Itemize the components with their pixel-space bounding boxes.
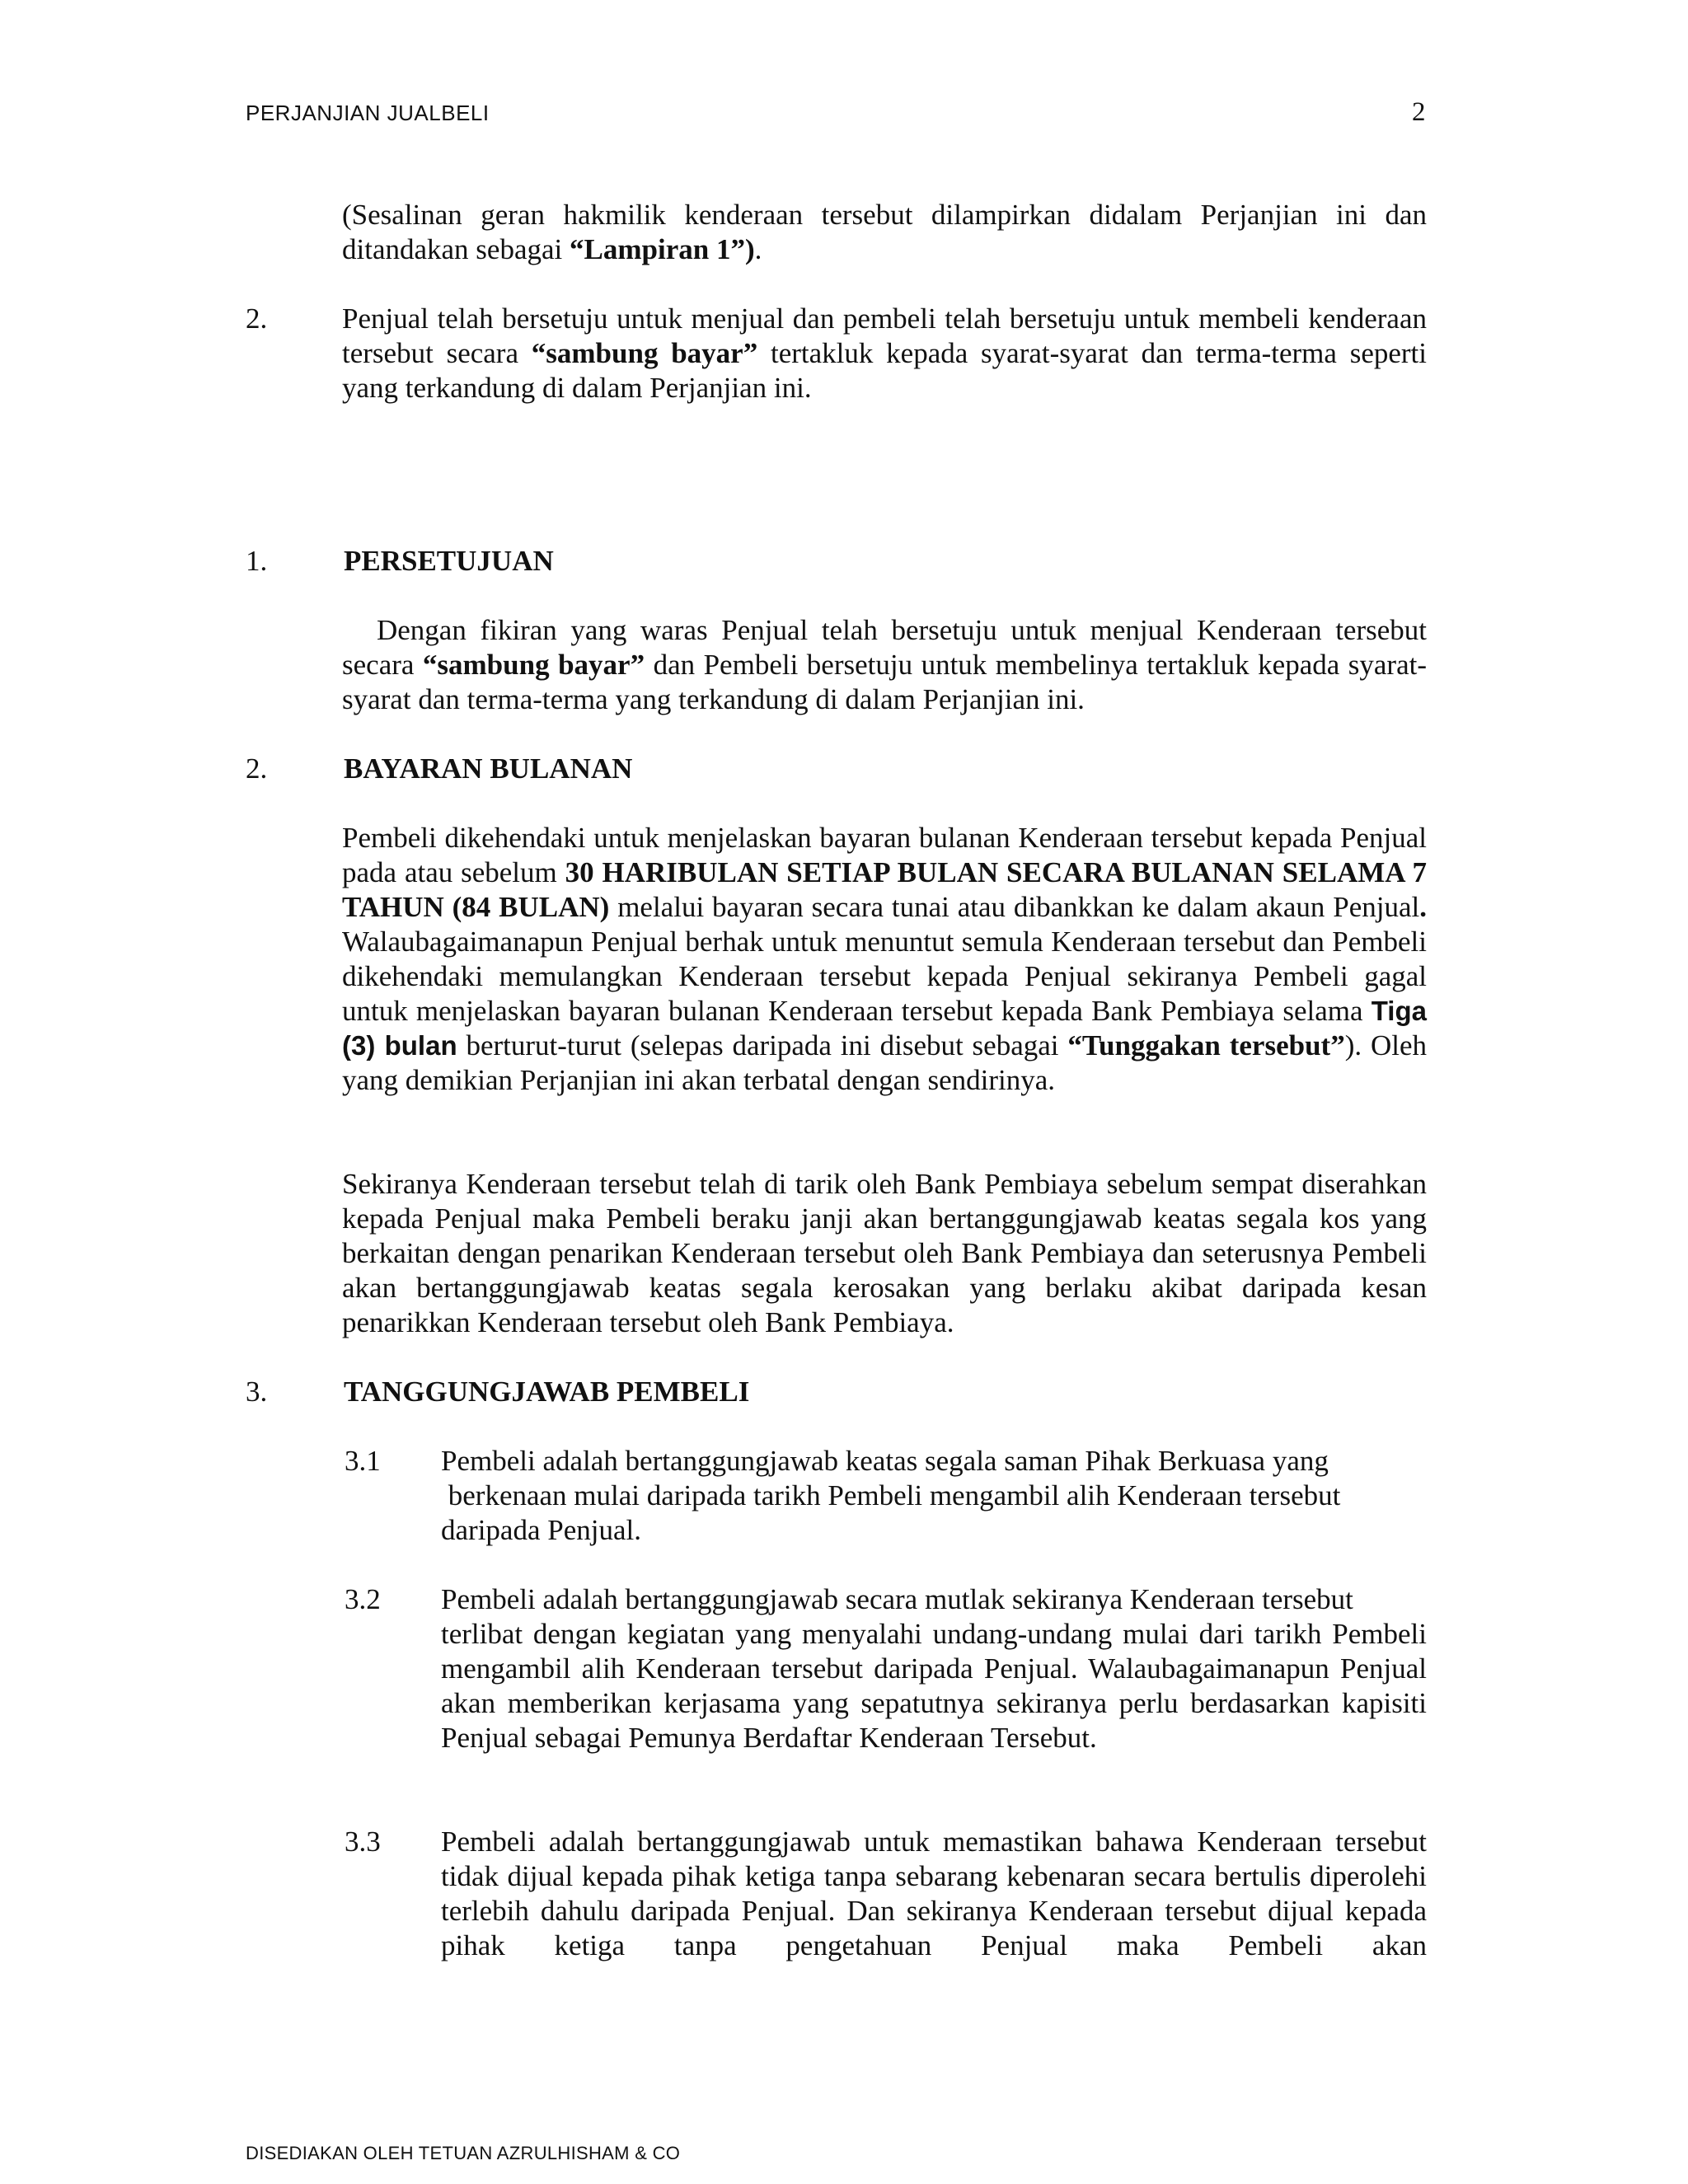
clause-3-2-text [441, 1582, 1427, 1755]
s2-three-months: Tiga (3) bulan [342, 996, 1427, 1061]
attachment-note-text: (Sesalinan geran hakmilik kenderaan tersebut dilampirkan didalam Perjanjian ini dan ditandakan sebagai [342, 199, 1427, 265]
attachment-note-label: “Lampiran 1”) [570, 233, 755, 265]
section-3-number: 3. [246, 1376, 268, 1408]
clause-3-2-number: 3.2 [345, 1583, 381, 1615]
section-1-text-b: dan Pembeli bersetuju untuk membelinya tertakluk kepada syarat-syarat dan terma-terma yang terkandung di dalam Perjanjian ini. [342, 649, 1427, 715]
clause-3-2-line-1: Pembeli adalah bertanggungjawab secara mutlak sekiranya Kenderaan tersebut [441, 1583, 1353, 1615]
s2-period: . [1419, 891, 1427, 923]
s2-text-c: melalui bayaran secara tunai atau dibankkan ke dalam akaun Penjual [609, 891, 1420, 923]
s2-text-e: Walaubagaimanapun Penjual berhak untuk menuntut semula Kenderaan tersebut dan Pembeli dikehendaki memulangkan Kenderaan tersebut kepada Penjual sekiranya Pembeli gagal untuk menjelaskan bayaran bulanan Kenderaan tersebut kepada Bank Pembiaya selama [342, 926, 1427, 1027]
clause-3-1-line-3: daripada Penjual. [441, 1514, 641, 1546]
section-2-title: BAYARAN BULANAN [344, 752, 633, 785]
intro-item-bold: “sambung bayar” [531, 337, 758, 369]
section-1-bold: “sambung bayar” [422, 649, 645, 681]
intro-item-text-b: tertakluk kepada syarat-syarat dan terma-terma seperti yang terkandung di dalam Perjanjian ini. [342, 337, 1427, 404]
section-3-title: TANGGUNGJAWAB PEMBELI [344, 1376, 750, 1408]
clause-3-1-line-2: berkenaan mulai daripada tarikh Pembeli mengambil alih Kenderaan tersebut [441, 1479, 1341, 1511]
s2-arrears-term: “Tunggakan tersebut” [1067, 1029, 1345, 1062]
document-footer: DISEDIAKAN OLEH TETUAN AZRULHISHAM & CO [246, 2143, 681, 2163]
intro-item-number: 2. [246, 302, 268, 335]
intro-item-text-a: Penjual telah bersetuju untuk menjual dan pembeli telah bersetuju untuk membeli kenderaan tersebut secara [342, 302, 1427, 369]
page-number: 2 [1412, 97, 1426, 127]
section-2-number: 2. [246, 752, 268, 785]
section-1-paragraph [342, 613, 1427, 717]
clause-3-2-rest: terlibat dengan kegiatan yang menyalahi undang-undang mulai dari tarikh Pembeli mengambil alih Kenderaan tersebut daripada Penjual. Walaubagaimanapun Penjual akan memberikan kerjasama yang sepatutnya sekiranya perlu berdasarkan kapisiti Penjual sebagai Pemunya Berdaftar Kenderaan Tersebut. [441, 1618, 1427, 1754]
section-1-text-a: Dengan fikiran yang waras Penjual telah bersetuju untuk menjual Kenderaan tersebut secara [342, 614, 1427, 681]
s2-payment-terms: 30 HARIBULAN SETIAP BULAN SECARA BULANAN SELAMA 7 TAHUN (84 BULAN) [342, 856, 1427, 923]
s2-text-g: berturut-turut (selepas daripada ini disebut sebagai [457, 1029, 1068, 1062]
clause-3-1-text [441, 1444, 1427, 1548]
clause-3-1-line-1: Pembeli adalah bertanggungjawab keatas segala saman Pihak Berkuasa yang [441, 1445, 1329, 1477]
section-1-number: 1. [246, 545, 268, 577]
document-header-title: PERJANJIAN JUALBELI [246, 101, 490, 125]
section-2-paragraph-2: Sekiranya Kenderaan tersebut telah di tarik oleh Bank Pembiaya sebelum sempat diserahkan kepada Penjual maka Pembeli beraku janji akan bertanggungjawab keatas segala kos yang berkaitan dengan penarikan Kenderaan tersebut oleh Bank Pembiaya dan seterusnya Pembeli akan bertanggungjawab keatas segala kerosakan yang berlaku akibat daripada kesan penarikkan Kenderaan tersebut oleh Bank Pembiaya. [342, 1168, 1427, 1338]
section-2-paragraph-1 [342, 821, 1427, 1098]
clause-3-3-text: Pembeli adalah bertanggungjawab untuk memastikan bahawa Kenderaan tersebut tidak dijual kepada pihak ketiga tanpa sebarang kebenaran secara bertulis diperolehi terlebih dahulu daripada Penjual. Dan sekiranya Kenderaan tersebut dijual kepada pihak ketiga tanpa pengetahuan Penjual maka Pembeli akan [441, 1825, 1427, 1961]
clause-3-3-number: 3.3 [345, 1825, 381, 1858]
section-1-title: PERSETUJUAN [344, 545, 554, 577]
attachment-note-end: . [754, 233, 762, 265]
clause-3-1-number: 3.1 [345, 1445, 381, 1477]
intro-item-text [342, 302, 1427, 405]
s2-text-i: ). Oleh yang demikian Perjanjian ini akan terbatal dengan sendirinya. [342, 1029, 1427, 1096]
attachment-note [342, 198, 1427, 267]
s2-text-a: Pembeli dikehendaki untuk menjelaskan bayaran bulanan Kenderaan tersebut kepada Penjual pada atau sebelum [342, 822, 1427, 888]
